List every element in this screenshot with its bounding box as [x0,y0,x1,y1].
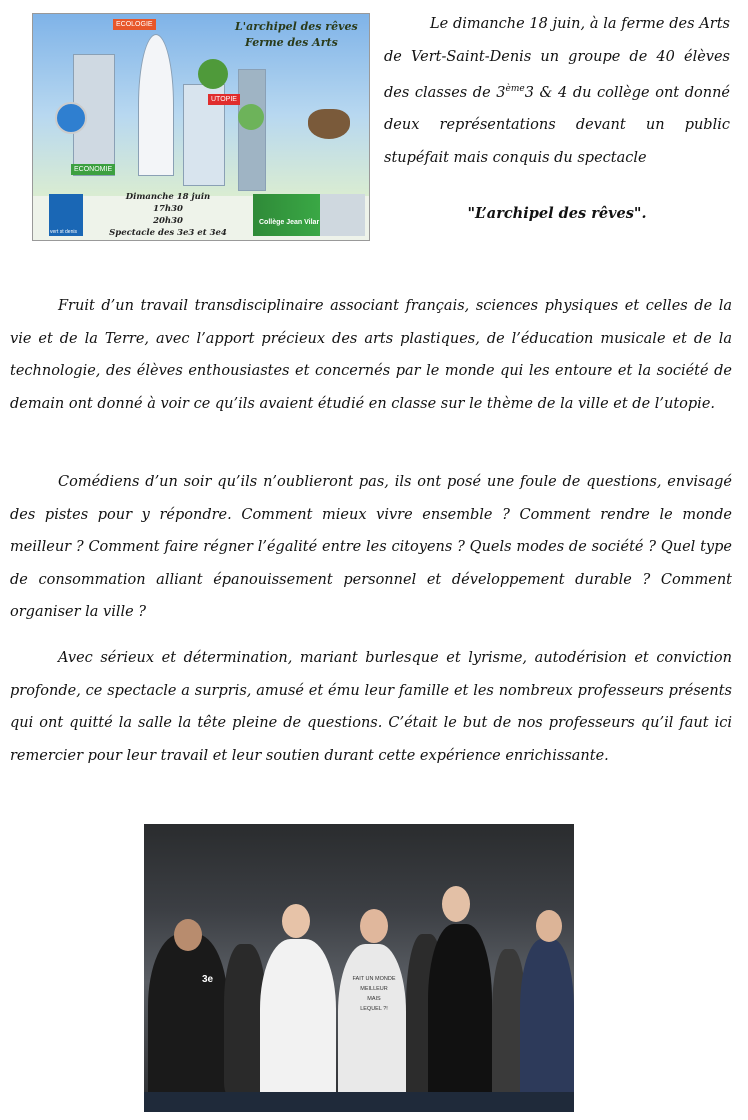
poster-tag-economie: ECONOMIE [71,164,115,175]
performer-4 [428,924,492,1112]
poster-title-line1: L'archipel des rêves [235,20,358,33]
poster-date-line1: Dimanche 18 juin [125,192,211,202]
intro-text-2: 3 & 4 du collège ont donné deux représentations devant un public stupéfait mais conquis du spectacle [384,84,730,166]
vert-st-denis-logo [49,194,83,236]
poster-date-line2: 17h30 [153,204,183,214]
poster-building [238,69,266,191]
poster-tree [198,59,228,89]
performer-3 [338,944,406,1112]
intro-paragraph [384,8,730,174]
intro-text-1: Le dimanche 18 juin, à la ferme des Arts de Vert-Saint-Denis un groupe de 40 élèves des classes de 3 [384,16,730,101]
poster-tree [238,104,264,130]
poster-title-line2: Ferme des Arts [245,36,338,49]
stage-photo [144,824,574,1112]
poster-date-line4: Spectacle des 3e3 et 3e4 [109,228,227,238]
body-paragraph-3: Avec sérieux et détermination, mariant burlesque et lyrisme, autodérision et conviction profonde, ce spectacle a surpris, amusé et ému leur famille et les nombreux professeurs présents qui ont quitté la salle la tête pleine de questions. C’était le but de nos professeurs qu’il faut ici remercier pour leur travail et leur soutien durant cette expérience enrichissante. [10,650,732,764]
tshirt-line: MAIS [367,996,381,1002]
tshirt-line: LEQUEL ?! [360,1006,388,1012]
logo-left-text: vert st denis [50,229,77,235]
body-paragraph-2: Comédiens d’un soir qu’ils n’oublieront pas, ils ont posé une foule de questions, envisagé des pistes pour y répondre. Comment mieux vivre ensemble ? Comment rendre le monde meilleur ? Comment faire régner l’égalité entre les citoyens ? Quels modes de société ? Quel type de consommation alliant épanouissement personnel et développement durable ? Comment organiser la ville ? [10,474,732,620]
performer-head [282,904,310,938]
poster-tag-utopie: UTOPIE [208,94,240,105]
performer-head [442,886,470,922]
poster-floating-island [308,109,350,139]
logo-right-text: Collège Jean Vilar [259,219,320,226]
poster-image [32,13,370,241]
shirt-text: 3e [202,974,214,985]
college-logo [253,194,365,236]
performer-1 [148,934,228,1112]
performer-head [536,910,562,942]
intro-superscript: ème [505,84,525,94]
poster-tower [138,34,174,176]
tshirt-line: MEILLEUR [360,986,388,992]
poster-tag-ecologie: ECOLOGIE [113,19,156,30]
performer-head [360,909,388,943]
performer-2 [260,939,336,1112]
poster-date-line3: 20h30 [153,216,183,226]
performer-head [174,919,202,951]
show-title: "L’archipel des rêves". [467,205,647,222]
performer-5 [520,939,574,1112]
body-paragraph-1: Fruit d’un travail transdisciplinaire associant français, sciences physiques et celles de la vie et de la Terre, avec l’apport précieux des arts plastiques, de l’éducation musicale et de la technologie, des élèves enthousiastes et concernés par le monde qui les entoure et la société de demain ont donné à voir ce qu’ils avaient étudié en classe sur le thème de la ville et de l’utopie. [10,298,732,412]
tshirt-line: FAIT UN MONDE [352,976,396,982]
tshirt-text [350,974,398,1014]
poster-earth-icon [55,102,87,134]
poster-date [103,191,233,239]
stage-floor [144,1092,574,1112]
